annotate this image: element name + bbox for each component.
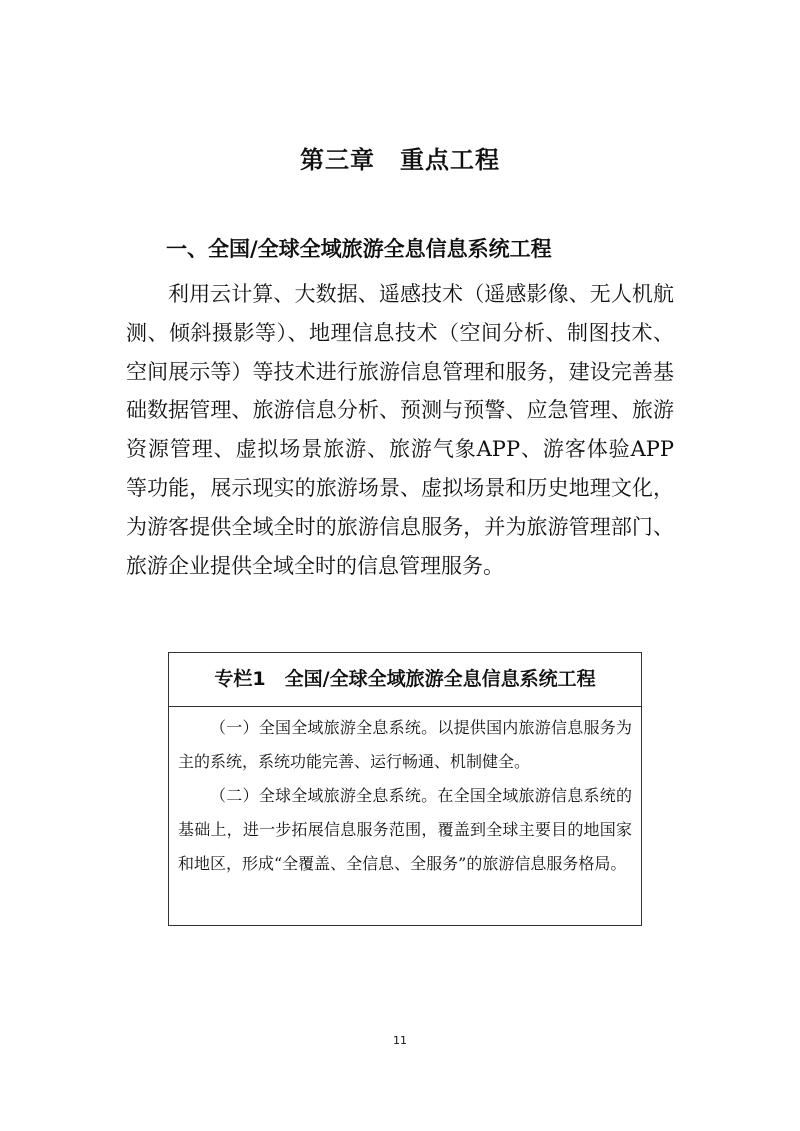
page-number: 11 (393, 1034, 407, 1047)
sidebar-paragraph-1: （一）全国全域旅游全息系统。以提供国内旅游信息服务为主的系统，系统功能完善、运行畅通、机制健全。 (178, 718, 632, 771)
section-heading: 一、全国/全球全域旅游全息信息系统工程 (166, 237, 552, 261)
sidebar-paragraph-2: （二）全球全域旅游全息系统。在全国全域旅游信息系统的基础上，进一步拓展信息服务范围，覆盖到全球主要目的地国家和地区，形成“全覆盖、全信息、全服务”的旅游信息服务格局。 (178, 786, 632, 873)
chapter-title: 第三章 重点工程 (300, 146, 500, 174)
section-body-paragraph: 利用云计算、大数据、遥感技术（遥感影像、无人机航测、倾斜摄影等）、地理信息技术（空间分析、制图技术、空间展示等）等技术进行旅游信息管理和服务，建设完善基础数据管理、旅游信息分析、预测与预警、应急管理、旅游资源管理、虚拟场景旅游、旅游气象APP、游客体验APP等功能，展示现实的旅游场景、虚拟场景和历史地理文化，为游客提供全域全时的旅游信息服务，并为旅游管理部门、旅游企业提供全域全时的信息管理服务。 (126, 282, 674, 578)
sidebar-box (168, 652, 642, 926)
sidebar-title: 专栏1 全国/全球全域旅游全息信息系统工程 (169, 653, 641, 707)
sidebar-body (169, 707, 641, 881)
